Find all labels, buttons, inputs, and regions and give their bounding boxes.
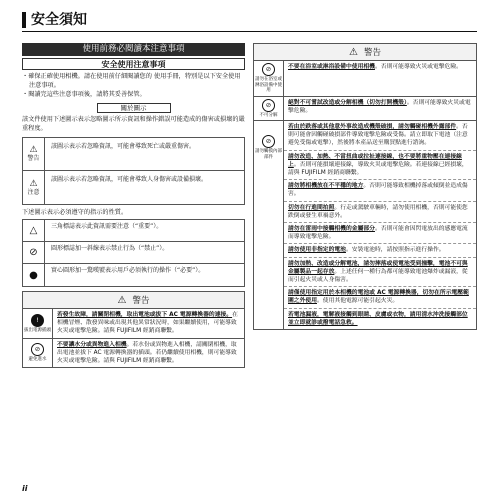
no-water-icon: ⊘ [31,343,44,356]
left-column [22,43,245,368]
icon-label: 避免進水 [28,357,47,363]
warning-row [254,61,476,97]
warning-item: 請勿將相機放在不平穩的地方。否則可能導致相機掉落或傾倒並造成傷害。 [284,180,476,201]
signal-description: 該圖示表示若忽略資訊，可能會導致人身傷害或設備損壞。 [51,176,208,183]
symbol-row-required [23,264,244,286]
warning-item: 若由於跌落或其他意外事故造成機殼破損，請勿觸碰相機外露部件。否則可能會因觸碰破損部件導致電擊危險或受傷。請立即取下電池（注意避免受傷或電擊），然後將本產品送至購買點進行諮詢。 [284,121,476,151]
no-disassembly-icon: ⊘ [262,99,275,112]
do-not-touch-icon: ⊘ [262,135,275,148]
bullet-item: ・閱讀完這些注意事項後，請將其妥善保管。 [22,91,146,98]
warning-icons-cell [254,61,284,96]
symbol-description: 圓形標誌加一斜線表示禁止行為（“禁止”）。 [51,245,169,252]
signal-icon-cell [23,171,45,204]
warning-item: 不要在浴室或淋浴設備中使用相機。否則可能導致火災或電擊危險。 [288,64,462,70]
symbol-description: 實心圓形加一驚嘆號表示用戶必須執行的操作（“必要”）。 [51,267,205,274]
caution-triangle-icon: ⚠ [29,178,38,189]
warning-icons-cell [254,97,284,121]
warning-box-title: 警告 [132,296,150,306]
warning-item: 請勿使用非指定的電池。安裝電池時，請按照指示進行操作。 [284,244,476,257]
warning-triangle-icon: ⚠ [117,294,127,306]
signal-word-table [22,137,245,205]
signal-label: 注意 [27,188,40,196]
warning-icons-cell [254,121,284,329]
warning-item: 請勿在雷雨中接觸相機的金屬部分。否則可能會因閃電放出的感應電流而導致電擊危險。 [284,223,476,244]
symbols-table [22,219,245,287]
warning-items [284,97,476,121]
icon-label: 不可分解 [259,112,278,118]
warning-item: 切勿在行進間拍照。行走或駕駛車輛時，請勿使用相機，否則可能使您跌倒或發生車禍意外。 [284,202,476,223]
icon-label: 拔出電源插頭 [24,327,51,333]
icons-intro: 該文件使用下述圖示表示忽略圖示所示資訊和操作錯誤可能造成的傷害或損壞的嚴重程度。 [22,116,245,132]
symbol-row-important [23,220,244,242]
signal-row-caution [23,171,244,204]
triangle-icon: △ [23,220,45,241]
warning-item: 請僅使用指定用於本相機的電池或 AC 電源轉換器，切勿在所示電壓範圍之外使用。使用其他電源可能引起火災。 [284,287,476,308]
warning-icons-cell [23,309,53,338]
bullet-item: ・確保正確使用相機。請在使用前仔細閱讀您的 使用手冊，特別是以下安全使用注意事項。 [22,73,241,89]
warning-item: 請勿加熱、改造或分解電池，請勿摔落或使電池受到撞擊，電池不可與金屬製品一起存放。上述任何一種行為都可能導致電池爆炸或漏液，從而引起火災或人身傷害。 [284,258,476,288]
no-shower-icon: ⊘ [262,63,275,76]
warning-row [254,97,476,122]
warning-item: 若電池漏液，電解液接觸到眼睛、皮膚或衣物，請用清水沖洗接觸部位並立即就診或撥電話急救。 [288,311,468,326]
page-number: ii [22,484,28,493]
warning-items [53,339,244,368]
symbol-row-prohibited [23,242,244,264]
warning-triangle-icon: ⚠ [349,46,358,58]
icon-label: 請勿在浴室或淋浴設備中使用 [255,77,282,93]
about-icons-title: 關於圖示 [97,103,171,113]
warning-icons-cell [23,339,53,368]
warning-item: 不要讓水分或異物進入相機。若水份或異物進入相機，請關閉相機，取出電池並拔下 AC 電源轉換器的插頭。若仍繼續使用相機，則可能導致火災或電擊危險。請與 FUJIFILM 經銷商聯繫。 [57,341,237,365]
warning-row [23,309,244,339]
heading-rule [22,31,477,32]
required-circle-icon: ● [23,264,45,286]
safety-subtitle: 安全使用注意事項 [22,58,245,70]
signal-icon-cell [23,138,45,170]
signal-row-warning [23,138,244,171]
signal-description: 該圖示表示若忽略資訊，可能會導致死亡或嚴重傷害。 [51,143,196,150]
warning-row [23,339,244,368]
symbol-description: 三角標誌表示此資訊需要注意（“重要”）。 [51,223,163,230]
warning-items [53,309,244,338]
warning-item: 請勿改造、加熱、不當扭曲或拉扯連接線，也不要將重物壓在連接線上。否則可能損壞連接線，導致火災或電擊危險。若連接線已經損壞，請與 FUJIFILM 經銷商聯繫。 [284,151,476,181]
right-warning-box [253,43,477,330]
warning-item: 絕對不可嘗試改造或分解相機（切勿打開機殼）。否則可能導致火災或電擊危險。 [288,99,471,114]
icon-label: 請勿觸摸內部部件 [255,149,282,160]
page-heading: 安全須知 [22,12,87,28]
left-warning-box [22,291,245,368]
symbols-intro: 下述圖示表示必須遵守的指示的性質。 [22,209,128,216]
warning-triangle-icon: ⚠ [29,145,38,155]
warning-box-header [254,44,476,61]
warning-box-header [23,292,244,309]
warning-items [284,61,476,96]
warning-box-title: 警告 [363,48,381,58]
right-column [253,43,477,330]
warning-item: 若發生故障，請關閉相機，取出電池或拔下 AC 電源轉換器的連接。在相機冒煙、散發異味或出現其他異常狀況時，如果繼續使用，可能導致火災或電擊危險。請與 FUJIFILM 經銷商聯繫。 [57,312,238,335]
warning-row [254,121,476,329]
unplug-icon: ! [31,314,44,327]
signal-label: 警告 [27,155,40,162]
prohibited-circle-icon: ⊘ [23,242,45,263]
read-first-banner: 使用前務必閱讀本注意事項 [22,43,245,56]
warning-items [284,121,476,329]
